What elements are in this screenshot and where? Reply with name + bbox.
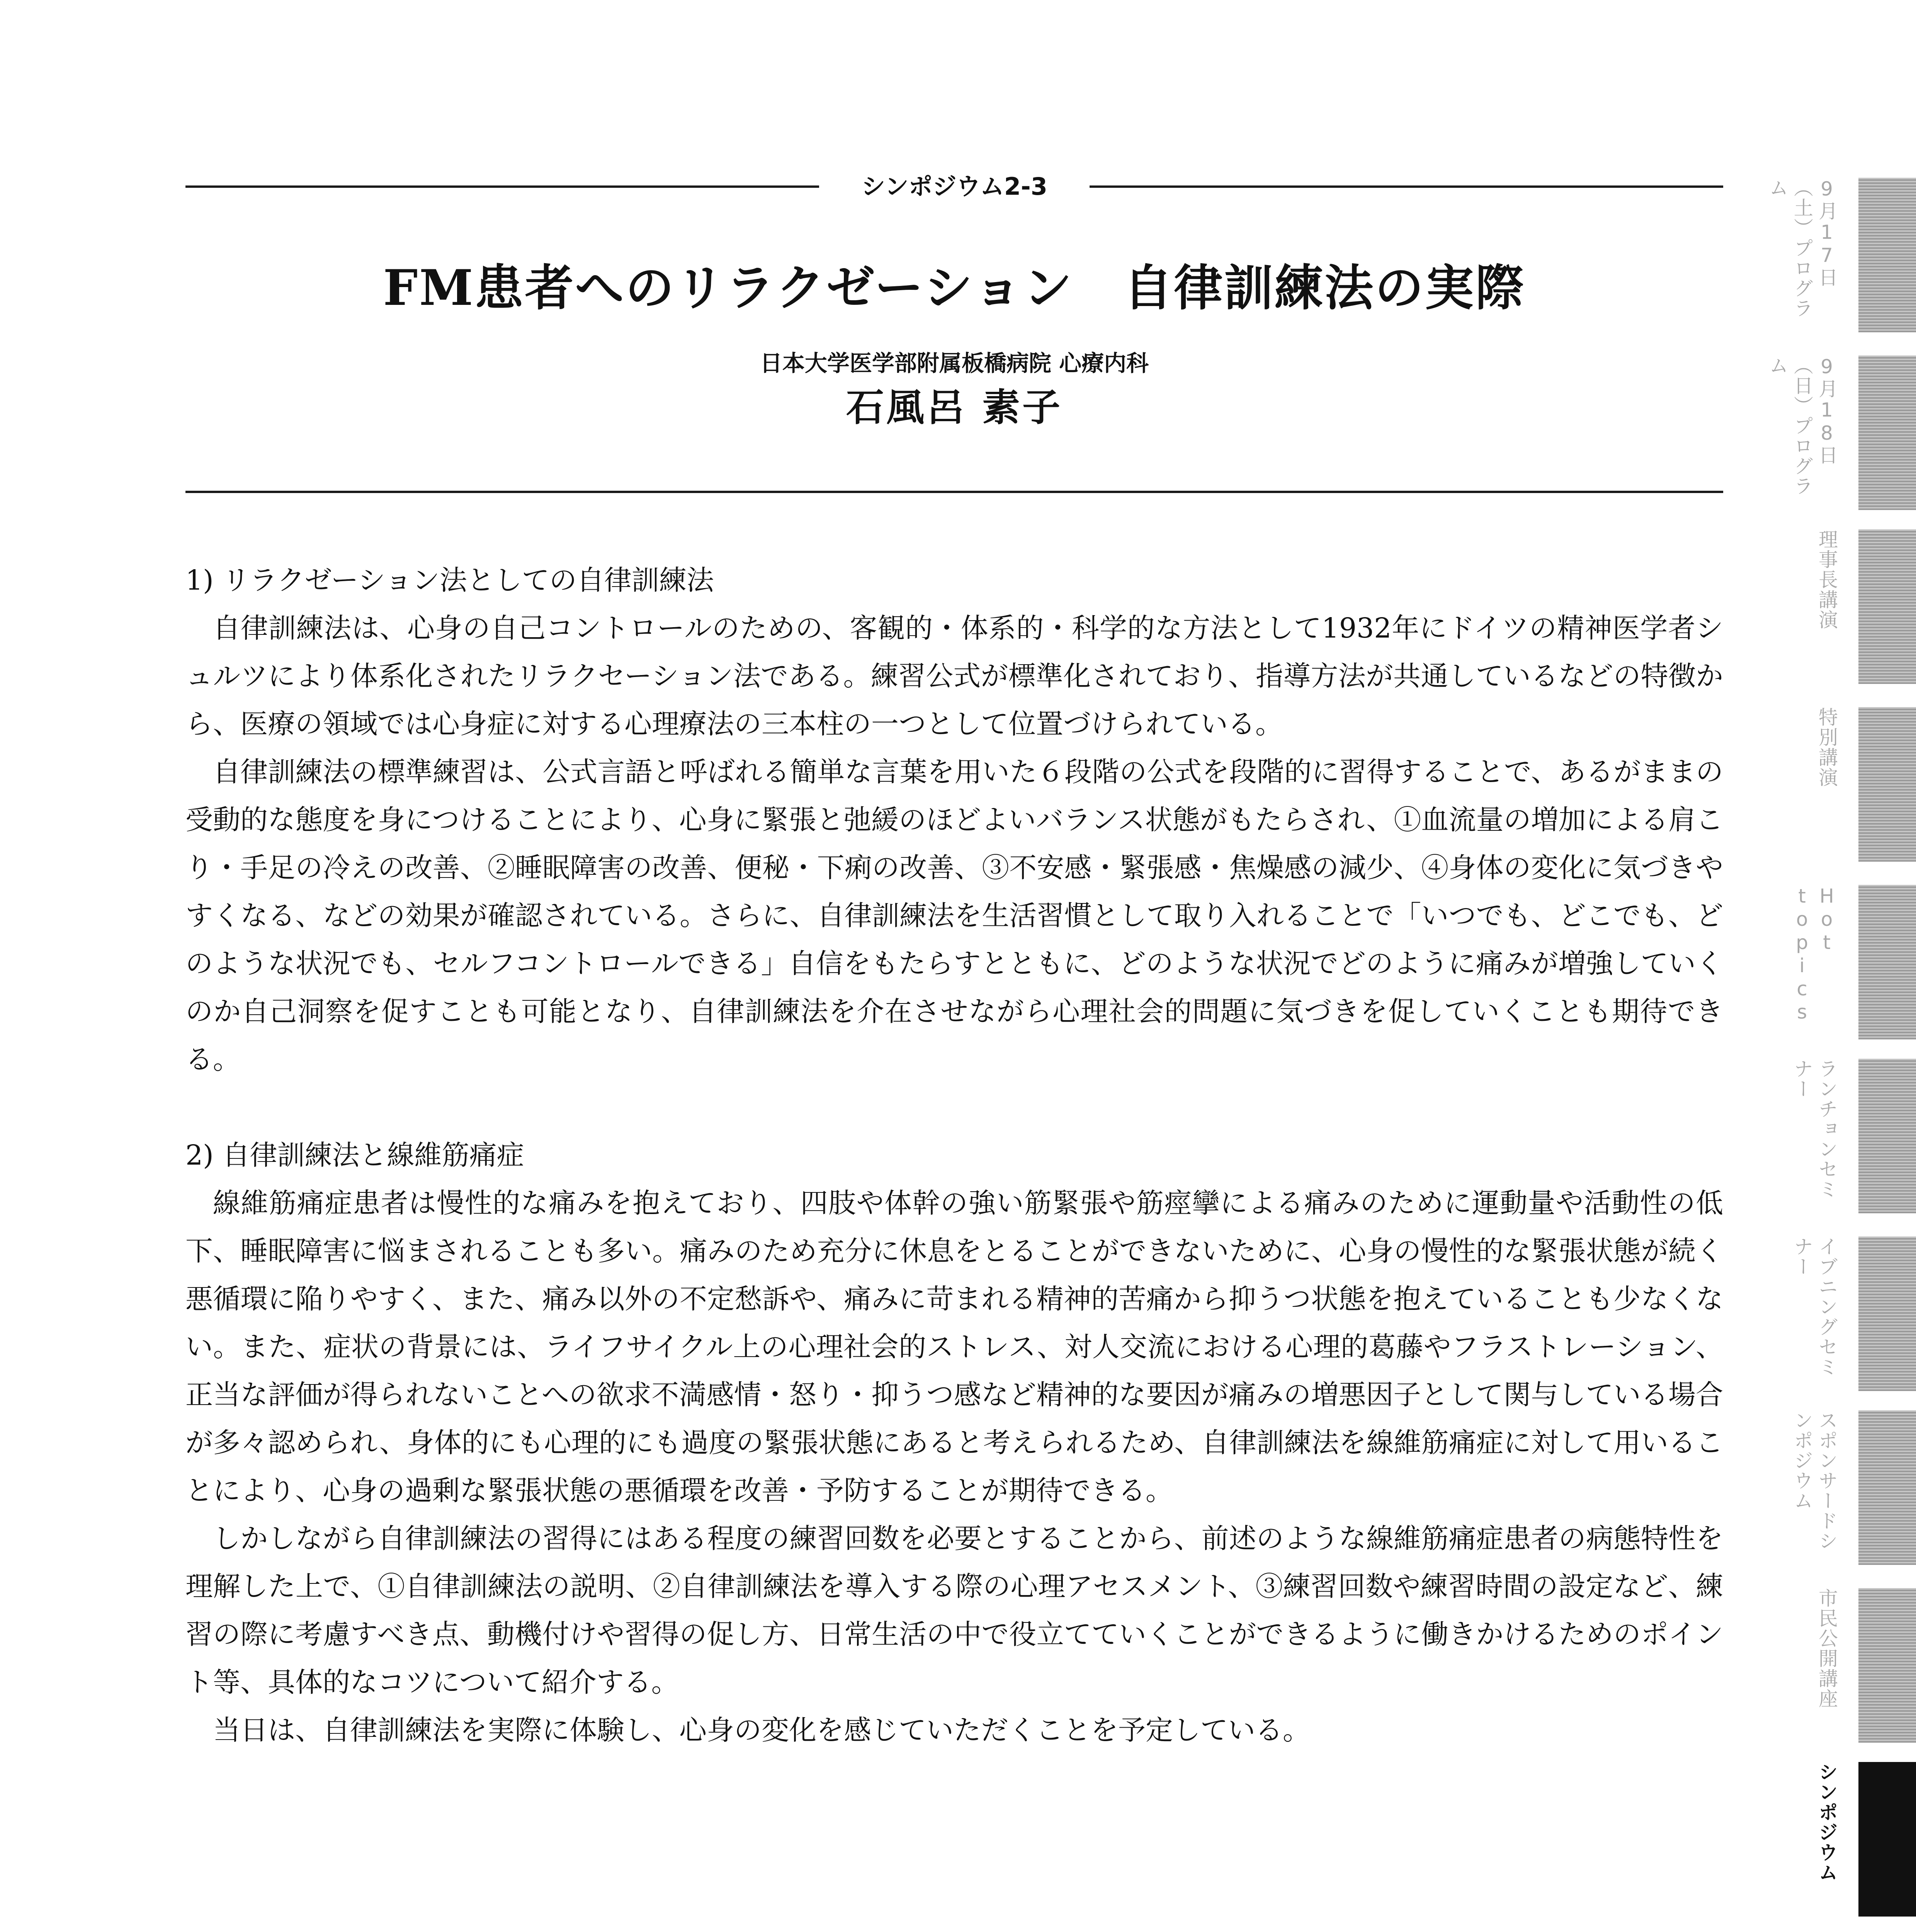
side-tab-luncheon-seminar[interactable]	[1858, 1059, 1916, 1213]
side-tab-evening-seminar[interactable]	[1858, 1236, 1916, 1391]
side-tab-label: 特別講演	[1816, 707, 1838, 787]
side-tab-label: Hot topics	[1791, 885, 1838, 1024]
author-affiliation: 日本大学医学部附属板橋病院 心療内科	[760, 350, 1149, 376]
side-tab-label: ランチョンセミナー	[1791, 1059, 1838, 1199]
title-divider	[185, 491, 1723, 493]
side-tab-president-lecture[interactable]	[1858, 529, 1916, 684]
side-tab-hot-topics[interactable]	[1858, 885, 1916, 1039]
side-tab-symposium[interactable]	[1858, 1762, 1916, 1917]
paragraph: 当日は、自律訓練法を実際に体験し、心身の変化を感じていただくことを予定している。	[213, 1714, 1311, 1746]
abstract-body	[185, 556, 1723, 1754]
paragraph: 自律訓練法の標準練習は、公式言語と呼ばれる簡単な言葉を用いた６段階の公式を段階的に習得することで、あるがままの受動的な態度を身につけることにより、心身に緊張と弛緩のほどよいバランス状態がもたらされ、①血流量の増加による肩こり・手足の冷えの改善、②睡眠障害の改善、便秘・下痢の改善、③不安感・緊張感・焦燥感の減少、④身体の変化に気づきやすくなる、などの効果が確認されている。さらに、自律訓練法を生活習慣として取り入れることで「いつでも、どこでも、どのような状況でも、セルフコントロールできる」自信をもたらすとともに、どのような状況でどのように痛みが増強していくのか自己洞察を促すことも可能となり、自律訓練法を介在させながら心理社会的問題に気づきを促していくことも期待できる。	[185, 756, 1723, 1075]
side-tab-label-active: シンポジウム	[1816, 1762, 1838, 1883]
side-tab-public-lecture[interactable]	[1858, 1588, 1916, 1743]
side-tab-label: 9月18日（日）プログラム	[1766, 355, 1838, 496]
paper-title: FM患者へのリラクゼーション 自律訓練法の実際	[383, 259, 1526, 316]
paragraph: しかしながら自律訓練法の習得にはある程度の練習回数を必要とすることから、前述のような線維筋痛症患者の病態特性を理解した上で、①自律訓練法の説明、②自律訓練法を導入する際の心理アセスメント、③練習回数や練習時間の設定など、練習の際に考慮すべき点、動機付けや習得の促し方、日常生活の中で役立てていくことができるように働きかけるためのポイント等、具体的なコツについて紹介する。	[185, 1522, 1723, 1698]
section-gap	[185, 1083, 1723, 1131]
side-tab-sep18-program[interactable]	[1858, 355, 1916, 510]
section-header	[185, 170, 1723, 201]
header-rule-left	[185, 185, 819, 188]
author-name: 石風呂 素子	[846, 385, 1063, 430]
side-tab-label: 市民公開講座	[1816, 1588, 1838, 1709]
header-rule-right	[1090, 185, 1723, 188]
side-tab-label: スポンサードシンポジウム	[1791, 1410, 1838, 1551]
side-tab-sponsored-symposium[interactable]	[1858, 1410, 1916, 1565]
side-tab-sep17-program[interactable]	[1858, 178, 1916, 332]
paragraph: 自律訓練法は、心身の自己コントロールのための、客観的・体系的・科学的な方法として1932年にドイツの精神医学者シュルツにより体系化されたリラクセーション法である。練習公式が標準化されており、指導方法が共通しているなどの特徴から、医療の領域では心身症に対する心理療法の三本柱の一つとして位置づけられている。	[185, 612, 1723, 740]
paragraph: 線維筋痛症患者は慢性的な痛みを抱えており、四肢や体幹の強い筋緊張や筋痙攣による痛みのために運動量や活動性の低下、睡眠障害に悩まされることも多い。痛みのため充分に休息をとることができないために、心身の慢性的な緊張状態が続く悪循環に陥りやすく、また、痛み以外の不定愁訴や、痛みに苛まれる精神的苦痛から抑うつ状態を抱えていることも少なくない。また、症状の背景には、ライフサイクル上の心理社会的ストレス、対人交流における心理的葛藤やフラストレーション、正当な評価が得られないことへの欲求不満感情・怒り・抑うつ感など精神的な要因が痛みの増悪因子として関与している場合が多々認められ、身体的にも心理的にも過度の緊張状態にあると考えられるため、自律訓練法を線維筋痛症に対して用いることにより、心身の過剰な緊張状態の悪循環を改善・予防することが期待できる。	[185, 1187, 1723, 1507]
side-tab-label: 理事長講演	[1816, 529, 1838, 630]
section-heading-1: 1) リラクゼーション法としての自律訓練法	[185, 564, 714, 596]
side-tab-special-lecture[interactable]	[1858, 707, 1916, 862]
section-heading-2: 2) 自律訓練法と線維筋痛症	[185, 1139, 524, 1171]
side-tab-label: イブニングセミナー	[1791, 1236, 1838, 1377]
section-label: シンポジウム2-3	[861, 172, 1047, 201]
side-tab-label: 9月17日（土）プログラム	[1766, 178, 1838, 318]
